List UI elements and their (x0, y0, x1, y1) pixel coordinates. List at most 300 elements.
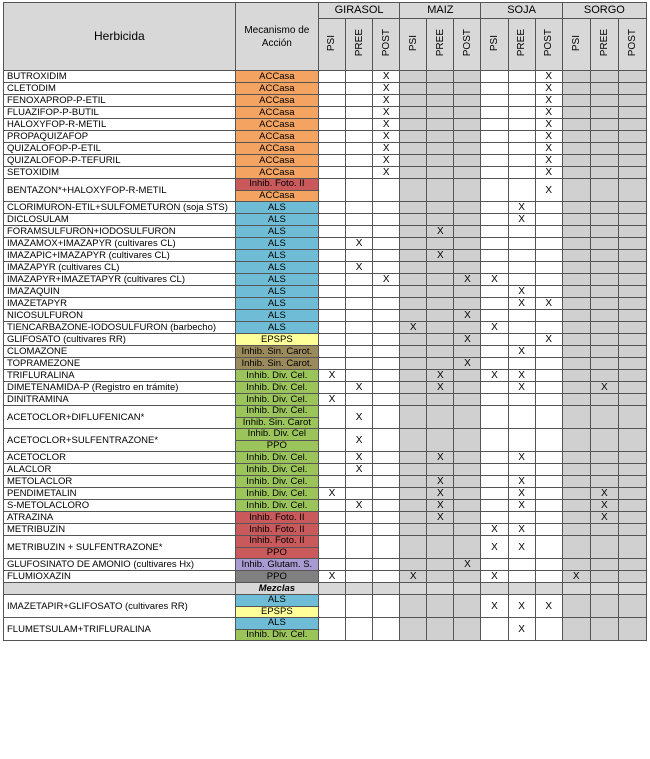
mark-cell (318, 202, 345, 214)
mark-cell (400, 370, 427, 382)
mark-cell (481, 346, 508, 358)
herbicide-name: METRIBUZIN (4, 524, 236, 536)
mark-cell (346, 618, 373, 641)
mark-cell (427, 358, 454, 370)
mark-cell (373, 536, 400, 559)
mark-cell (373, 524, 400, 536)
table-row (4, 250, 647, 262)
mark-cell: X (427, 500, 454, 512)
mark-cell (618, 202, 646, 214)
herbicide-name: FLUMETSULAM+TRIFLURALINA (4, 618, 236, 641)
mark-cell: X (318, 394, 345, 406)
mark-cell (535, 464, 562, 476)
herbicide-name: NICOSULFURON (4, 310, 236, 322)
mark-cell (346, 214, 373, 226)
mechanism-cell: Inhib. Sin. Carot. (235, 358, 318, 370)
mark-cell (454, 298, 481, 310)
mark-cell (618, 167, 646, 179)
mark-cell (508, 107, 535, 119)
mark-cell (454, 119, 481, 131)
mark-cell (454, 214, 481, 226)
mark-cell (481, 95, 508, 107)
mark-cell (508, 167, 535, 179)
mark-cell (346, 298, 373, 310)
mark-cell (590, 274, 618, 286)
mark-cell (508, 310, 535, 322)
mark-cell (618, 155, 646, 167)
mechanism-cell (235, 536, 318, 559)
mark-cell (427, 618, 454, 641)
mark-cell (346, 179, 373, 202)
mark-cell (318, 334, 345, 346)
mechanism-label: Inhib. Div. Cel (236, 429, 318, 440)
herbicide-name: FENOXAPROP-P-ETIL (4, 95, 236, 107)
mark-cell (318, 476, 345, 488)
mark-cell: X (508, 500, 535, 512)
mark-cell: X (373, 131, 400, 143)
mark-cell (481, 250, 508, 262)
mark-cell (400, 618, 427, 641)
mark-cell (400, 358, 427, 370)
mark-cell (373, 250, 400, 262)
mark-cell (373, 476, 400, 488)
mark-cell (318, 83, 345, 95)
mark-cell (373, 298, 400, 310)
mark-cell (481, 394, 508, 406)
mark-cell (481, 107, 508, 119)
herbicide-name: METOLACLOR (4, 476, 236, 488)
mark-cell (400, 298, 427, 310)
mechanism-cell: Inhib. Glutam. S. (235, 559, 318, 571)
mark-cell (454, 131, 481, 143)
mark-cell (481, 476, 508, 488)
herbicide-name: S-METOLACLORO (4, 500, 236, 512)
table-row (4, 536, 647, 559)
mark-cell: X (454, 274, 481, 286)
mechanism-cell: Inhib. Div. Cel. (235, 382, 318, 394)
mark-cell: X (535, 107, 562, 119)
mark-cell (535, 429, 562, 452)
mark-cell (454, 370, 481, 382)
mark-cell (400, 310, 427, 322)
mark-cell (318, 618, 345, 641)
mark-cell (508, 95, 535, 107)
herbicide-name: DINITRAMINA (4, 394, 236, 406)
mark-cell (618, 298, 646, 310)
mark-cell (508, 406, 535, 429)
table-row (4, 107, 647, 119)
mark-cell (618, 559, 646, 571)
mark-cell (346, 595, 373, 618)
mechanism-cell: ALS (235, 250, 318, 262)
table-row (4, 262, 647, 274)
mark-cell (318, 536, 345, 559)
mechanism-cell (235, 179, 318, 202)
mark-cell (535, 346, 562, 358)
mark-cell (562, 536, 590, 559)
header-crop-sorgo: SORGO (562, 3, 646, 19)
mark-cell (400, 382, 427, 394)
mark-cell (427, 262, 454, 274)
mark-cell (346, 310, 373, 322)
mechanism-label: ACCasa (236, 190, 318, 202)
mark-cell (508, 131, 535, 143)
mark-cell (508, 119, 535, 131)
section-cell (535, 583, 562, 595)
mark-cell (318, 238, 345, 250)
mark-cell (400, 286, 427, 298)
mark-cell (373, 500, 400, 512)
mark-cell: X (508, 370, 535, 382)
herbicide-name: ATRAZINA (4, 512, 236, 524)
mark-cell (562, 155, 590, 167)
herbicide-name: TIENCARBAZONE-IODOSULFURON (barbecho) (4, 322, 236, 334)
mark-cell (481, 226, 508, 238)
mark-cell: X (508, 202, 535, 214)
mark-cell (400, 274, 427, 286)
mark-cell (318, 310, 345, 322)
mark-cell (590, 143, 618, 155)
table-row (4, 382, 647, 394)
mark-cell (535, 370, 562, 382)
herbicide-name: FORAMSULFURON+IODOSULFURON (4, 226, 236, 238)
herbicide-name: IMAZAPIC+IMAZAPYR (cultivares CL) (4, 250, 236, 262)
mark-cell (346, 286, 373, 298)
table-row (4, 286, 647, 298)
header-timing-psi: PSI (318, 19, 345, 71)
mark-cell: X (373, 119, 400, 131)
mark-cell (400, 143, 427, 155)
mark-cell (346, 476, 373, 488)
herbicide-name: IMAZAPYR (cultivares CL) (4, 262, 236, 274)
mechanism-label: Inhib. Foto. II (236, 536, 318, 547)
mark-cell: X (508, 286, 535, 298)
mark-cell (427, 406, 454, 429)
mark-cell (373, 429, 400, 452)
mark-cell (427, 429, 454, 452)
mark-cell (562, 238, 590, 250)
mark-cell (400, 595, 427, 618)
header-crop-maiz: MAIZ (400, 3, 481, 19)
mark-cell (400, 334, 427, 346)
mark-cell (535, 238, 562, 250)
mechanism-cell: Inhib. Div. Cel. (235, 488, 318, 500)
mark-cell (427, 107, 454, 119)
mark-cell (400, 452, 427, 464)
mark-cell (427, 119, 454, 131)
mark-cell (481, 262, 508, 274)
mark-cell (318, 322, 345, 334)
mechanism-cell: Inhib. Div. Cel. (235, 476, 318, 488)
mark-cell: X (508, 618, 535, 641)
mark-cell (373, 346, 400, 358)
mark-cell (590, 322, 618, 334)
mark-cell: X (346, 238, 373, 250)
mark-cell (400, 83, 427, 95)
mark-cell (562, 559, 590, 571)
mark-cell (400, 394, 427, 406)
section-cell (562, 583, 590, 595)
mark-cell (346, 119, 373, 131)
mark-cell (618, 107, 646, 119)
mark-cell (618, 429, 646, 452)
mark-cell (454, 595, 481, 618)
mark-cell: X (346, 429, 373, 452)
mark-cell (590, 131, 618, 143)
mark-cell (508, 322, 535, 334)
mark-cell (454, 571, 481, 583)
mark-cell: X (562, 571, 590, 583)
mark-cell (562, 488, 590, 500)
section-cell (508, 583, 535, 595)
section-label-mezclas: Mezclas (235, 583, 318, 595)
mark-cell (508, 358, 535, 370)
mechanism-label: ALS (236, 618, 318, 629)
mark-cell (481, 382, 508, 394)
table-row (4, 310, 647, 322)
mark-cell (346, 370, 373, 382)
mark-cell (346, 571, 373, 583)
mark-cell (481, 618, 508, 641)
mark-cell (373, 452, 400, 464)
mark-cell (318, 595, 345, 618)
table-row (4, 358, 647, 370)
mark-cell (400, 476, 427, 488)
mechanism-cell: Inhib. Div. Cel. (235, 464, 318, 476)
mark-cell (400, 536, 427, 559)
mark-cell: X (427, 382, 454, 394)
table-row (4, 322, 647, 334)
header-timing-pree: PREE (590, 19, 618, 71)
mark-cell (481, 119, 508, 131)
herbicide-name: CLOMAZONE (4, 346, 236, 358)
mark-cell (481, 83, 508, 95)
mark-cell (427, 298, 454, 310)
mark-cell (508, 334, 535, 346)
mechanism-cell: ACCasa (235, 107, 318, 119)
mark-cell (346, 83, 373, 95)
mark-cell (318, 214, 345, 226)
table-row (4, 214, 647, 226)
mark-cell: X (481, 524, 508, 536)
mark-cell: X (508, 536, 535, 559)
mark-cell (400, 202, 427, 214)
mark-cell (400, 131, 427, 143)
table-row (4, 618, 647, 641)
mark-cell (373, 394, 400, 406)
mark-cell (454, 476, 481, 488)
herbicide-name: DIMETENAMIDA-P (Registro en trámite) (4, 382, 236, 394)
mark-cell (535, 394, 562, 406)
mark-cell (535, 358, 562, 370)
herbicide-name: IMAZETAPYR (4, 298, 236, 310)
mark-cell: X (400, 571, 427, 583)
herbicide-name: IMAZAMOX+IMAZAPYR (cultivares CL) (4, 238, 236, 250)
header-timing-pree: PREE (427, 19, 454, 71)
mark-cell (346, 250, 373, 262)
mark-cell (508, 179, 535, 202)
mark-cell: X (590, 512, 618, 524)
mark-cell: X (481, 370, 508, 382)
mark-cell (454, 167, 481, 179)
mark-cell (562, 618, 590, 641)
header-herbicida: Herbicida (4, 3, 236, 71)
mechanism-cell: ALS (235, 286, 318, 298)
mark-cell (481, 214, 508, 226)
mark-cell (346, 202, 373, 214)
herbicide-name: GLUFOSINATO DE AMONIO (cultivares Hx) (4, 559, 236, 571)
mark-cell (618, 274, 646, 286)
mark-cell (400, 119, 427, 131)
section-cell (454, 583, 481, 595)
herbicide-name: IMAZAPYR+IMAZETAPYR (cultivares CL) (4, 274, 236, 286)
section-cell (618, 583, 646, 595)
mark-cell (535, 226, 562, 238)
mark-cell (535, 476, 562, 488)
mark-cell (427, 464, 454, 476)
mark-cell (590, 238, 618, 250)
mark-cell (400, 262, 427, 274)
mark-cell (454, 512, 481, 524)
mark-cell (618, 512, 646, 524)
mark-cell (427, 536, 454, 559)
mark-cell (590, 214, 618, 226)
herbicide-name: GLIFOSATO (cultivares RR) (4, 334, 236, 346)
mark-cell (400, 559, 427, 571)
mark-cell (373, 382, 400, 394)
mark-cell: X (373, 107, 400, 119)
herbicide-name: FLUMIOXAZIN (4, 571, 236, 583)
mark-cell (400, 238, 427, 250)
mechanism-label: ALS (236, 595, 318, 606)
mechanism-label: Inhib. Div. Cel. (236, 406, 318, 417)
mark-cell (346, 143, 373, 155)
mechanism-label: PPO (236, 440, 318, 452)
mark-cell (454, 618, 481, 641)
herbicide-name: IMAZAQUIN (4, 286, 236, 298)
mark-cell (508, 464, 535, 476)
mechanism-cell: ALS (235, 262, 318, 274)
mark-cell (590, 202, 618, 214)
table-row (4, 346, 647, 358)
mark-cell (346, 488, 373, 500)
mark-cell (618, 346, 646, 358)
table-row (4, 512, 647, 524)
mark-cell (454, 238, 481, 250)
mark-cell (562, 334, 590, 346)
mark-cell (618, 334, 646, 346)
mark-cell (562, 167, 590, 179)
mark-cell (562, 394, 590, 406)
mark-cell (346, 107, 373, 119)
mark-cell (346, 322, 373, 334)
mark-cell (481, 464, 508, 476)
mark-cell (373, 618, 400, 641)
header-timing-post: POST (454, 19, 481, 71)
mark-cell (562, 452, 590, 464)
mark-cell (508, 262, 535, 274)
mark-cell: X (535, 131, 562, 143)
mark-cell (346, 226, 373, 238)
mark-cell (373, 179, 400, 202)
table-row (4, 155, 647, 167)
header-timing-psi: PSI (562, 19, 590, 71)
table-row (4, 524, 647, 536)
mark-cell (454, 500, 481, 512)
mark-cell (400, 167, 427, 179)
mark-cell (508, 83, 535, 95)
mark-cell (535, 512, 562, 524)
table-row (4, 226, 647, 238)
mark-cell (535, 214, 562, 226)
mark-cell (318, 382, 345, 394)
mark-cell (346, 131, 373, 143)
mark-cell (346, 524, 373, 536)
mark-cell (618, 536, 646, 559)
mechanism-cell (235, 618, 318, 641)
mark-cell (618, 358, 646, 370)
mark-cell (454, 71, 481, 83)
mark-cell: X (373, 274, 400, 286)
mark-cell: X (427, 488, 454, 500)
mark-cell (481, 358, 508, 370)
mark-cell (427, 346, 454, 358)
header-mecanismo: Mecanismo de Acción (235, 3, 318, 71)
mark-cell (618, 382, 646, 394)
mark-cell (590, 107, 618, 119)
table-row (4, 429, 647, 452)
mark-cell (373, 571, 400, 583)
herbicide-name: TOPRAMEZONE (4, 358, 236, 370)
mark-cell: X (427, 250, 454, 262)
mark-cell (454, 536, 481, 559)
mark-cell (508, 559, 535, 571)
mark-cell (346, 71, 373, 83)
mark-cell (346, 334, 373, 346)
herbicide-table (3, 2, 647, 641)
mark-cell (618, 406, 646, 429)
herbicide-name: CLORIMURON-ETIL+SULFOMETURON (soja STS) (4, 202, 236, 214)
header-timing-post: POST (618, 19, 646, 71)
mark-cell (618, 119, 646, 131)
mark-cell (618, 238, 646, 250)
mark-cell (535, 571, 562, 583)
mark-cell (618, 131, 646, 143)
mark-cell (427, 274, 454, 286)
mark-cell: X (508, 452, 535, 464)
herbicide-name: ACETOCLOR+DIFLUFENICAN* (4, 406, 236, 429)
mark-cell (318, 95, 345, 107)
mark-cell (318, 524, 345, 536)
table-row (4, 476, 647, 488)
mark-cell (481, 131, 508, 143)
herbicide-name: ACETOCLOR (4, 452, 236, 464)
mark-cell (618, 571, 646, 583)
mark-cell (508, 143, 535, 155)
herbicide-name: DICLOSULAM (4, 214, 236, 226)
mark-cell (535, 618, 562, 641)
mark-cell (481, 286, 508, 298)
mark-cell (454, 226, 481, 238)
table-row (4, 83, 647, 95)
header-crop-soja: SOJA (481, 3, 562, 19)
mark-cell (618, 262, 646, 274)
mark-cell (318, 71, 345, 83)
table-row (4, 559, 647, 571)
mark-cell: X (318, 370, 345, 382)
mark-cell (400, 406, 427, 429)
section-cell (373, 583, 400, 595)
